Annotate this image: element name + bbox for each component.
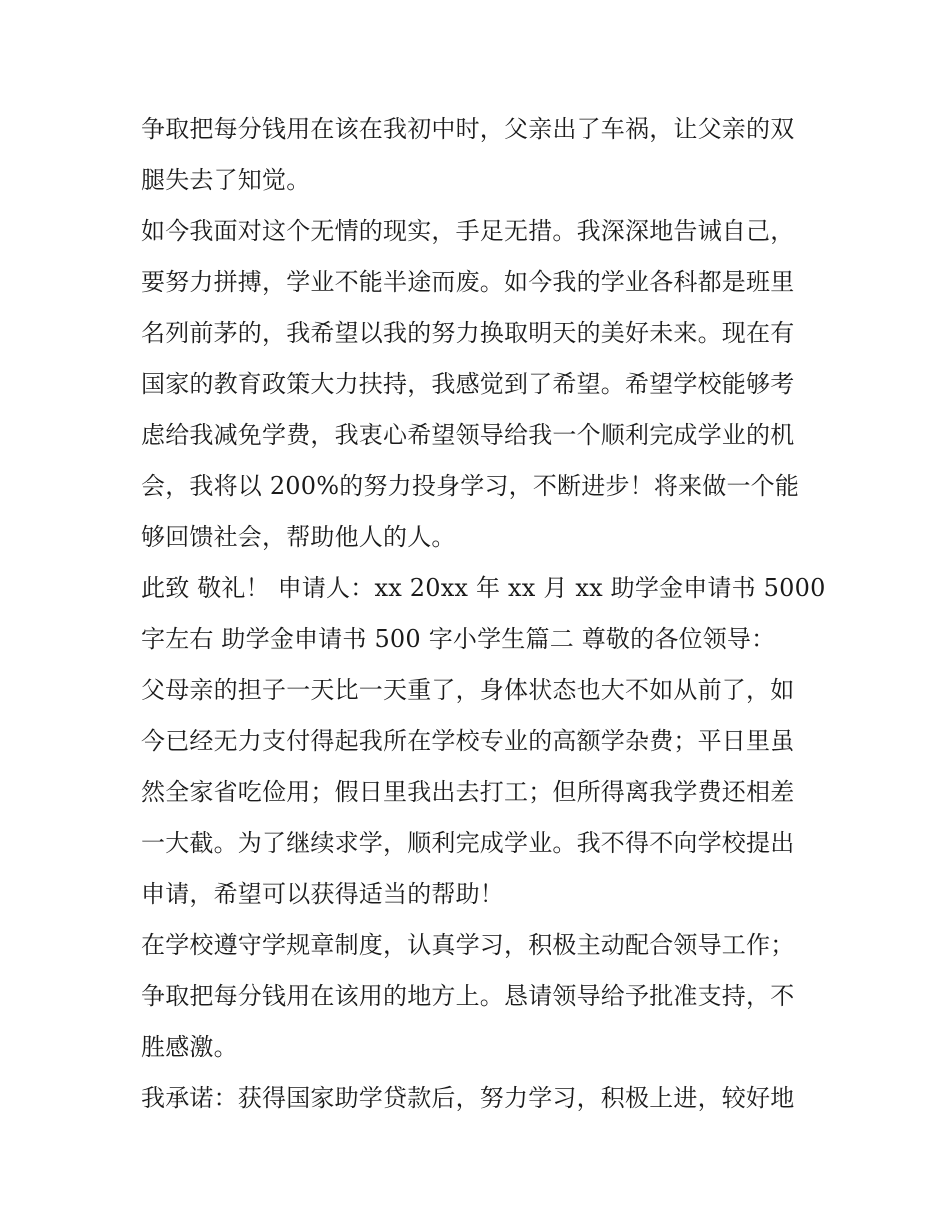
- text-line: 胜感激。: [141, 1033, 238, 1061]
- text-line: 国家的教育政策大力扶持，我感觉到了希望。希望学校能够考: [141, 370, 795, 398]
- text-line: 此致 敬礼！ 申请人：xx 20xx 年 xx 月 xx 助学金申请书 5000: [141, 574, 826, 602]
- text-line: 名列前茅的，我希望以我的努力换取明天的美好未来。现在有: [141, 319, 795, 347]
- text-line: 在学校遵守学规章制度，认真学习，积极主动配合领导工作；: [141, 931, 795, 959]
- text-line: 要努力拼搏，学业不能半途而废。如今我的学业各科都是班里: [141, 268, 795, 296]
- text-line: 虑给我减免学费，我衷心希望领导给我一个顺利完成学业的机: [141, 421, 795, 449]
- text-line: 争取把每分钱用在该用的地方上。恳请领导给予批准支持，不: [141, 982, 795, 1010]
- text-line: 字左右 助学金申请书 500 字小学生篇二 尊敬的各位领导：: [141, 625, 776, 653]
- text-line: 如今我面对这个无情的现实，手足无措。我深深地告诫自己，: [141, 217, 795, 245]
- text-line: 会，我将以 200%的努力投身学习，不断进步！将来做一个能: [141, 472, 800, 500]
- text-line: 腿失去了知觉。: [141, 166, 311, 194]
- text-line: 父母亲的担子一天比一天重了，身体状态也大不如从前了，如: [141, 676, 795, 704]
- text-line: 一大截。为了继续求学，顺利完成学业。我不得不向学校提出: [141, 829, 795, 857]
- text-line: 争取把每分钱用在该在我初中时，父亲出了车祸，让父亲的双: [141, 115, 795, 143]
- text-line: 然全家省吃俭用；假日里我出去打工；但所得离我学费还相差: [141, 778, 795, 806]
- text-line: 够回馈社会，帮助他人的人。: [141, 523, 456, 551]
- document-body: [141, 104, 826, 1124]
- text-line: 我承诺：获得国家助学贷款后，努力学习，积极上进，较好地: [141, 1084, 795, 1112]
- text-line: 申请，希望可以获得适当的帮助！: [141, 880, 504, 908]
- text-line: 今已经无力支付得起我所在学校专业的高额学杂费；平日里虽: [141, 727, 795, 755]
